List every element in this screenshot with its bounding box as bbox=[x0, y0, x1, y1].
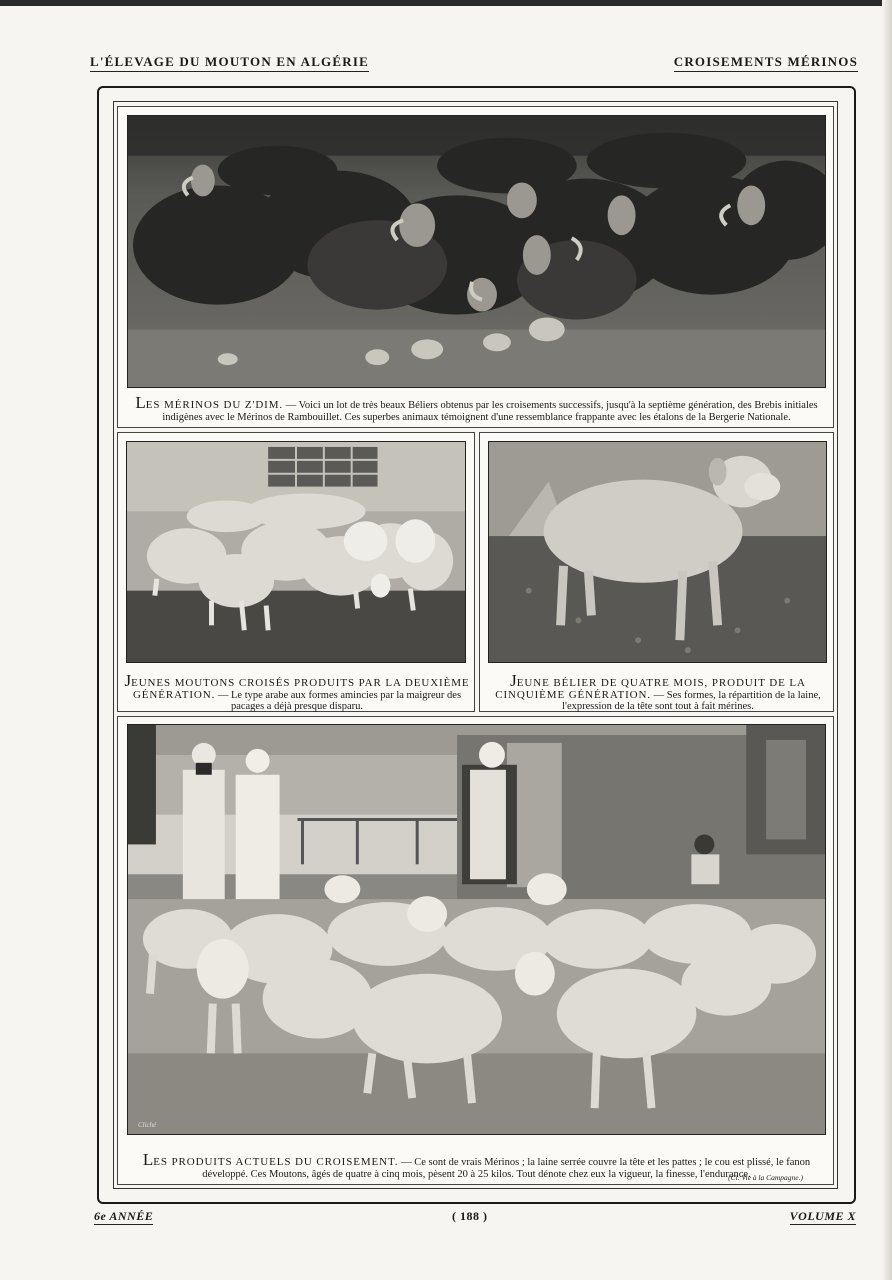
caption-middle-left-title: EUNES MOUTONS CROISÉS PRODUITS PAR LA DEUXIÈME GÉNÉRATION. bbox=[131, 677, 470, 701]
figure-panel-bottom bbox=[117, 716, 834, 1185]
caption-middle-right-dropcap: J bbox=[510, 671, 517, 690]
caption-bottom-dropcap: L bbox=[142, 1150, 154, 1169]
caption-middle-right-title: EUNE BÉLIER DE QUATRE MOIS, PRODUIT DE LA CINQUIÈME GÉNÉRATION. bbox=[495, 677, 806, 701]
photo-signature: Cliché bbox=[138, 1121, 157, 1129]
footer-volume: VOLUME X bbox=[789, 1209, 856, 1223]
caption-top-text: — Voici un lot de très beaux Béliers obtenus par les croisements successifs, jusqu'à la septième génération, des Brebis initiales indigènes avec le Mérinos de Rambouillet. Ces superbes animaux témoignent d'une ressemblance frappante avec les étalons de la Bergerie Nationale. bbox=[162, 400, 818, 423]
caption-bottom bbox=[128, 1150, 825, 1180]
photo-young-sheep bbox=[126, 441, 466, 663]
caption-middle-left-dropcap: J bbox=[124, 671, 132, 690]
figure-panel-middle-right bbox=[479, 432, 834, 712]
scan-right-edge bbox=[882, 0, 892, 1280]
running-head-left: L'ÉLEVAGE DU MOUTON EN ALGÉRIE bbox=[90, 54, 369, 72]
caption-middle-left-text: — Le type arabe aux formes amincies par la maigreur des pacages a déjà presque disparu. bbox=[215, 689, 462, 712]
caption-middle-right bbox=[486, 671, 830, 713]
caption-middle-right-text: — Ses formes, la répartition de la laine, l'expression de la tête sont tout à fait mérines. bbox=[562, 689, 821, 712]
caption-top bbox=[128, 393, 825, 423]
photo-young-ram bbox=[488, 441, 827, 663]
scan-top-edge bbox=[0, 0, 892, 6]
figure-panel-middle-left bbox=[117, 432, 475, 712]
caption-top-dropcap: L bbox=[135, 393, 146, 412]
caption-top-title: ES MÉRINOS DU Z'DIM. bbox=[145, 399, 284, 411]
caption-bottom-title: ES PRODUITS ACTUELS DU CROISEMENT. bbox=[153, 1156, 399, 1168]
photo-credit: (Cl. Vie à la Campagne.) bbox=[728, 1173, 803, 1182]
caption-middle-left bbox=[124, 671, 470, 713]
page-number: ( 188 ) bbox=[452, 1209, 488, 1223]
photo-merino-rams bbox=[127, 115, 826, 388]
footer-year: 6e ANNÉE bbox=[94, 1209, 154, 1223]
caption-bottom-text: — Ce sont de vrais Mérinos ; la laine serrée couvre la tête et les pattes ; le cou est plissé, le fanon développé. Ces Moutons, âgés de quatre à cinq mois, pèsent 20 à 25 kilos. Tout dénote chez eux la vigueur, la finesse, l'endurance. bbox=[202, 1157, 811, 1180]
running-head-right: CROISEMENTS MÉRINOS bbox=[674, 54, 858, 72]
figure-panel-top bbox=[117, 106, 834, 428]
photo-current-cross-products bbox=[127, 724, 826, 1135]
